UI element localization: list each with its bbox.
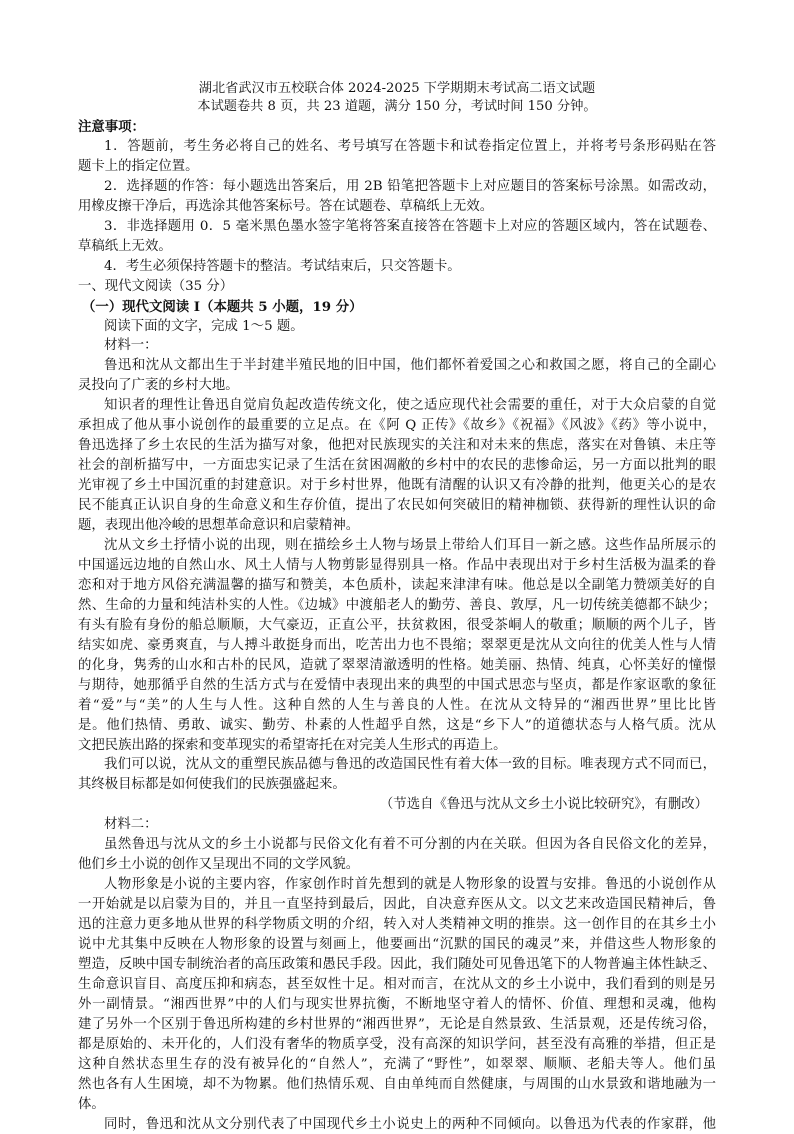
material-1-paragraph: 题，表现出他冷峻的思想革命意识和启蒙精神。 (78, 518, 360, 533)
material-1-paragraph: 承担成了他从事小说创作的最重要的立足点。在《阿 Q 正传》《故乡》《祝福》《风波》《药》等小说中， (78, 418, 716, 434)
notice-item: 草稿纸上无效。 (78, 238, 172, 254)
notice-item: 题卡上的指定位置。 (78, 158, 199, 174)
material-1-paragraph: 与期待，她那循乎自然的生活方式与在爱情中表现出来的典型的中国式思恋与坚贞，都是作家讴歌的象征 (78, 677, 716, 693)
material-1-paragraph: 鲁迅选择了乡土农民的生活为描写对象，他把对民族现实的关注和对未来的焦虑，落实在对鲁镇、未庄等 (78, 438, 716, 454)
material-1-paragraph: 知识者的理性让鲁迅自觉肩负起改造传统文化，使之适应现代社会需要的重任，对于大众启蒙的自觉 (104, 398, 716, 414)
material-2-paragraph: 建了另外一个区别于鲁迅所构建的乡村世界的“湘西世界”，无论是自然景致、生活景观，还是传统习俗， (78, 1016, 716, 1032)
material-1-paragraph: 恋和对于地方风俗充满温馨的描写和赞美，本色质朴，读起来津津有味。他总是以全副笔力赞颂美好的自 (78, 577, 716, 593)
material-2-paragraph: 都是原始的、未开化的，人们没有奢华的物质享受，没有高深的知识学问，甚至没有高雅的举措，但正是 (78, 1036, 716, 1052)
material-1-paragraph: 有头有脸有身份的船总顺顺，大气豪迈，正直公平，扶贫救困，很受茶峒人的敬重；顺顺的两个儿子，皆 (78, 617, 716, 633)
material-1-paragraph: 我们可以说，沈从文的重塑民族品德与鲁迅的改造国民性有着大体一致的目标。唯表现方式不同而已， (104, 757, 716, 773)
notice-item: 用橡皮擦干净后，再选涂其他答案标号。答在试题卷、草稿纸上无效。 (78, 198, 494, 214)
notice-item: 3．非选择题用 0．5 毫米黑色墨水签字笔将答案直接答在答题卡上对应的答题区域内，答在试题卷、 (104, 218, 716, 234)
material-1-label: 材料一： (104, 338, 158, 354)
material-2-paragraph: 外一副情景。“湘西世界”中的人们与现实世界抗衡，不断地坚守着人的情怀、价值、理想和灵魂，他构 (78, 996, 716, 1012)
notice-item: 2．选择题的作答：每小题选出答案后，用 2B 铅笔把答题卡上对应题目的答案标号涂黑。如需改动， (104, 178, 716, 194)
material-1-paragraph: 光审视了乡土中国沉重的封建意识。对于乡村世界，他既有清醒的认识又有冷静的批判，他更关心的是农 (78, 478, 716, 494)
material-2-paragraph: 说中尤其集中反映在人物形象的设置与刻画上，他要画出“沉默的国民的魂灵”来，并借这些人物形象的 (78, 937, 716, 952)
material-1-paragraph: 鲁迅和沈从文都出生于半封建半殖民地的旧中国，他们都怀着爱国之心和救国之愿，将自己的全副心 (104, 358, 716, 374)
material-2-paragraph: 生命意识盲目、高度压抑和病态，甚至奴性十足。相对而言，在沈从文的乡土小说中，我们看到的则是另 (78, 976, 716, 992)
material-1-paragraph: 着“爱”与“美”的人生与人性。这种自然的人生与善良的人性。在沈从文特异的“湘西世界”里比比皆 (78, 697, 716, 713)
material-2-paragraph: 体。 (78, 1096, 105, 1112)
material-2-paragraph: 同时，鲁迅和沈从文分别代表了中国现代乡土小说史上的两种不同倾向。以鲁迅为代表的作家群，他 (104, 1116, 716, 1132)
material-1-source: （节选自《鲁迅与沈从文乡土小说比较研究》，有删改） (379, 797, 708, 813)
section-subheading: （一）现代文阅读 I（本题共 5 小题，19 分） (82, 298, 363, 315)
material-2-paragraph: 塑造，反映中国专制统治者的高压政策和愚民手段。因此，我们随处可见鲁迅笔下的人物普遍主体性缺乏、 (78, 956, 716, 972)
material-1-paragraph: 文把民族出路的探索和变革现实的希望寄托在对完美人生形式的再造上。 (78, 737, 507, 753)
material-2-paragraph: 他们乡土小说的创作又呈现出不同的文学风貌。 (78, 857, 360, 873)
notice-item: 1．答题前，考生务必将自己的姓名、考号填写在答题卡和试卷指定位置上，并将考号条形码贴在答 (104, 138, 716, 154)
material-1-paragraph: 社会的剖析描写中，一方面忠实记录了生活在贫困凋敝的乡村中的农民的悲惨命运，另一方面以批判的眼 (78, 458, 716, 474)
material-1-paragraph: 的化身，隽秀的山水和古朴的民风，造就了翠翠清澈透明的性格。她美丽、热情、纯真，心怀美好的憧憬 (78, 657, 716, 673)
exam-title: 湖北省武汉市五校联合体 2024-2025 下学期期末考试高二语文试题 (198, 81, 596, 96)
reading-instruction: 阅读下面的文字，完成 1～5 题。 (104, 318, 304, 334)
material-1-paragraph: 是。他们热情、勇敢、诚实、勤劳、朴素的人性超乎自然，这是“乡下人”的道德状态与人格气质。沈从 (78, 717, 716, 733)
material-2-paragraph: 然也各有人生困境，却不为物累。他们热情乐观、自由单纯而自然健康，与周围的山水景致和谐地融为一 (78, 1076, 716, 1092)
material-1-paragraph: 民不能真正认识自身的生命意义和生存价值，提出了农民如何突破旧的精神枷锁、获得新的理性认识的命 (78, 498, 716, 513)
exam-subtitle: 本试题卷共 8 页，共 23 道题，满分 150 分，考试时间 150 分钟。 (197, 99, 597, 114)
material-2-paragraph: 一开始就是以启蒙为目的，并且一直坚持到最后，因此，自决意弃医从文。以文艺来改造国民精神后，鲁 (78, 897, 716, 913)
material-1-paragraph: 其终极目标都是如何使我们的民族强盛起来。 (78, 777, 346, 793)
notice-heading: 注意事项： (78, 119, 145, 135)
section-heading: 一、现代文阅读（35 分） (78, 278, 234, 294)
material-2-paragraph: 迅的注意力更多地从世界的科学物质文明的介绍，转入对人类精神文明的推崇。这一创作目的在其乡土小 (78, 917, 716, 932)
material-1-paragraph: 然、生命的力量和纯洁朴实的人性。《边城》中渡船老人的勤劳、善良、敦厚，凡一切传统美德都不缺少； (78, 597, 716, 613)
material-1-paragraph: 中国遥远边地的自然山水、风土人情与人物剪影显得别具一格。作品中表现出对于乡村生活极为温柔的眷 (78, 557, 716, 573)
material-2-label: 材料二： (104, 817, 158, 833)
material-2-paragraph: 人物形象是小说的主要内容，作家创作时首先想到的就是人物形象的设置与安排。鲁迅的小说创作从 (104, 877, 716, 893)
material-1-paragraph: 灵投向了广袤的乡村大地。 (78, 378, 239, 394)
notice-item: 4．考生必须保持答题卡的整洁。考试结束后，只交答题卡。 (104, 258, 461, 274)
material-2-paragraph: 这种自然状态里生存的没有被异化的“自然人”，充满了“野性”，如翠翠、顺顺、老船夫等人。他们虽 (78, 1056, 716, 1072)
material-1-paragraph: 结实如虎、豪勇爽直，与人搏斗敢挺身而出，吃苦出力也不畏缩；翠翠更是沈从文向往的优美人性与人情 (78, 637, 716, 653)
material-1-paragraph: 沈从文乡土抒情小说的出现，则在描绘乡土人物与场景上带给人们耳目一新之感。这些作品所展示的 (104, 537, 716, 553)
material-2-paragraph: 虽然鲁迅与沈从文的乡土小说都与民俗文化有着不可分割的内在关联。但因为各自民俗文化的差异， (104, 837, 716, 853)
